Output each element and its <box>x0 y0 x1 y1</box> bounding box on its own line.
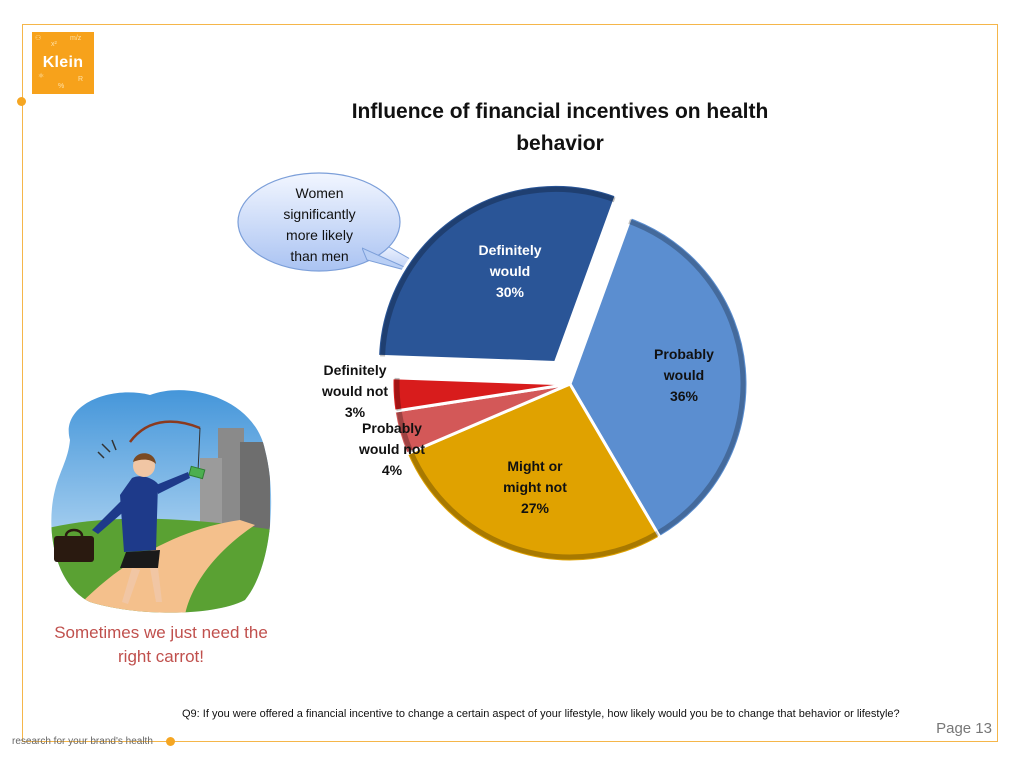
logo-glyph: x² <box>51 41 57 48</box>
label-line: would <box>489 263 531 279</box>
label-line: 36% <box>669 388 699 404</box>
logo-glyph: R <box>78 76 84 83</box>
label-line: might not <box>503 479 567 495</box>
label-line: would not <box>321 383 389 399</box>
logo-glyph: % <box>58 83 65 90</box>
label-line: would <box>663 367 705 383</box>
pie-slice-bevel <box>397 378 399 411</box>
label-line: Definitely <box>478 242 542 258</box>
logo-glyph: ⚇ <box>35 35 42 42</box>
label-might-or-might-not <box>490 456 580 519</box>
survey-question-footnote: Q9: If you were offered a financial incentive to change a certain aspect of your lifestyle, how likely would you be to change that behavior or lifestyle? <box>182 708 900 720</box>
label-line: Probably <box>362 420 422 436</box>
chart-title: Influence of financial incentives on health behavior <box>351 100 769 155</box>
label-line: would not <box>358 441 426 457</box>
logo-glyph: m/z <box>70 35 82 42</box>
label-line: 4% <box>381 462 403 478</box>
footer-tagline: research for your brand's health <box>12 736 153 747</box>
frame-dot-top-left <box>17 97 26 106</box>
label-line: 3% <box>344 404 366 420</box>
label-line: 27% <box>520 500 550 516</box>
label-probably-would <box>644 344 724 407</box>
callout-line: than men <box>290 248 349 264</box>
clipart-caption: Sometimes we just need the right carrot! <box>54 623 268 666</box>
company-logo <box>32 32 94 94</box>
label-line: Probably <box>654 346 714 362</box>
label-line: Might or <box>507 458 563 474</box>
label-definitely-would <box>470 240 550 303</box>
label-line: 30% <box>495 284 525 300</box>
logo-wordmark: Klein <box>42 54 84 71</box>
callout-line: more likely <box>286 227 353 243</box>
label-probably-would-not <box>352 418 432 481</box>
callout-line: Women <box>295 185 344 201</box>
page-number: Page 13 <box>936 720 992 737</box>
logo-glyph: ⚛ <box>38 73 45 80</box>
frame-dot-bottom-left <box>166 737 175 746</box>
label-line: Definitely <box>323 362 387 378</box>
callout-text <box>262 183 377 267</box>
businesswoman-carrot-clipart <box>40 380 275 615</box>
label-definitely-would-not <box>315 360 395 423</box>
callout-line: significantly <box>283 206 356 222</box>
